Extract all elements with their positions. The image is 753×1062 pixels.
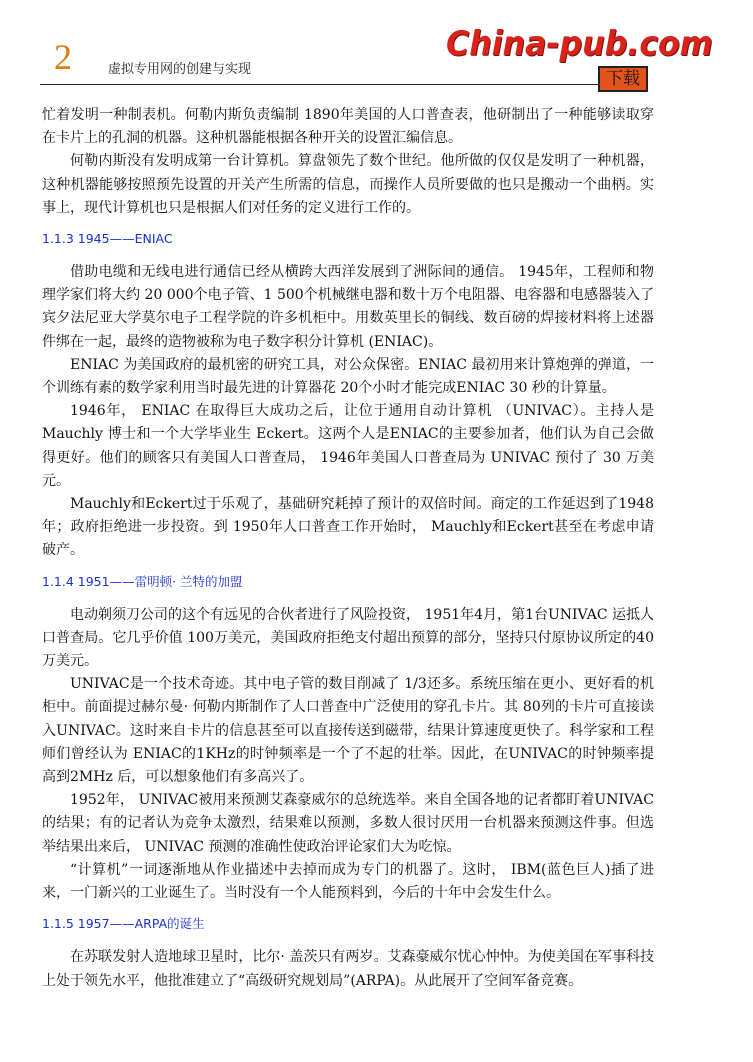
body-paragraph: “计算机”一词逐渐地从作业描述中去掉而成为专门的机器了。这时， IBM(蓝色巨人)插了进来，一门新兴的工业诞生了。当时没有一个人能预料到，今后的十年中会发生什么。: [42, 861, 654, 902]
body-paragraph: 忙着发明一种制表机。何勒内斯负责编制 1890年美国的人口普查表，他研制出了一种能够读取穿在卡片上的孔洞的机器。这种机器能根据各种开关的设置汇编信息。: [42, 107, 654, 147]
running-title: 虚拟专用网的创建与实现: [108, 62, 252, 77]
header-rule: [40, 84, 600, 85]
page-header: [0, 0, 753, 98]
section-heading-1-1-4: 1.1.4 1951——雷明顿· 兰特的加盟: [42, 573, 243, 589]
chapter-number: 2: [54, 37, 72, 77]
section-heading-1-1-3: 1.1.3 1945——ENIAC: [42, 231, 173, 247]
body-paragraph: 借助电缆和无线电进行通信已经从横跨大西洋发展到了洲际间的通信。 1945年，工程师和物理学家们将大约 20 000个电子管、1 500个机械继电器和数十万个电阻器、电容器和电感器装入了宾夕法尼亚大学莫尔电子工程学院的许多机柜中。用数英里长的铜线、数百磅的焊接材料将上述器件绑在一起，最终的造物被称为电子数字积分计算机 (ENIAC)。: [42, 264, 654, 350]
download-button[interactable]: 下载: [598, 66, 648, 92]
body-paragraph: UNIVAC是一个技术奇迹。其中电子管的数目削减了 1/3还多。系统压缩在更小、更好看的机柜中。前面提过赫尔曼· 何勒内斯制作了人口普查中广泛使用的穿孔卡片。其 80列的卡片可直接读入UNIVAC。这时来自卡片的信息甚至可以直接传送到磁带，结果计算速度更快了。科学家和工程师们曾经认为 ENIAC的1KHz的时钟频率是一个了不起的壮举。因此，在UNIVAC的时钟频率提高到2MHz 后，可以想象他们有多高兴了。: [42, 676, 654, 786]
body-paragraph: 在苏联发射人造地球卫星时，比尔· 盖茨只有两岁。艾森豪威尔忧心忡忡。为使美国在军事科技上处于领先水平，他批准建立了“高级研究规划局”(ARPA)。从此展开了空间军备竞赛。: [42, 949, 654, 989]
body-paragraph: 1946年， ENIAC 在取得巨大成功之后，让位于通用自动计算机 （UNIVAC）。主持人是 Mauchly 博士和一个大学毕业生 Eckert。这两个人是ENIAC的主要参加者，他们认为自己会做得更好。他们的顾客只有美国人口普查局， 1946年美国人口普查局为 UNIVAC 预付了 30 万美元。: [42, 403, 654, 489]
china-pub-logo[interactable]: China-pub.com: [446, 24, 713, 64]
body-paragraph: ENIAC 为美国政府的最机密的研究工具，对公众保密。ENIAC 最初用来计算炮弹的弹道，一个训练有素的数学家利用当时最先进的计算器花 20个小时才能完成ENIAC 30 秒的计算量。: [42, 356, 654, 397]
body-paragraph: 何勒内斯没有发明成第一台计算机。算盘领先了数个世纪。他所做的仅仅是发明了一种机器，这种机器能够按照预先设置的开关产生所需的信息，而操作人员所要做的也只是搬动一个曲柄。实事上，现代计算机也只是根据人们对任务的定义进行工作的。: [42, 153, 654, 216]
section-heading-1-1-5: 1.1.5 1957——ARPA的诞生: [42, 916, 205, 932]
body-paragraph: 电动剃须刀公司的这个有远见的合伙者进行了风险投资， 1951年4月，第1台UNIVAC 运抵人口普查局。它几乎价值 100万美元，美国政府拒绝支付超出预算的部分，坚持只付原协议所定的40万美元。: [42, 606, 654, 670]
page-body: [42, 104, 654, 993]
body-paragraph: 1952年， UNIVAC被用来预测艾森豪威尔的总统选举。来自全国各地的记者都盯着UNIVAC的结果；有的记者认为竞争太激烈，结果难以预测，多数人很讨厌用一台机器来预测这件事。但选举结果出来后， UNIVAC 预测的准确性使政治评论家们大为吃惊。: [42, 792, 654, 855]
body-paragraph: Mauchly和Eckert过于乐观了，基础研究耗掉了预计的双倍时间。商定的工作延迟到了1948年；政府拒绝进一步投资。到 1950年人口普查工作开始时， Mauchly和Eckert甚至在考虑申请破产。: [42, 496, 654, 559]
